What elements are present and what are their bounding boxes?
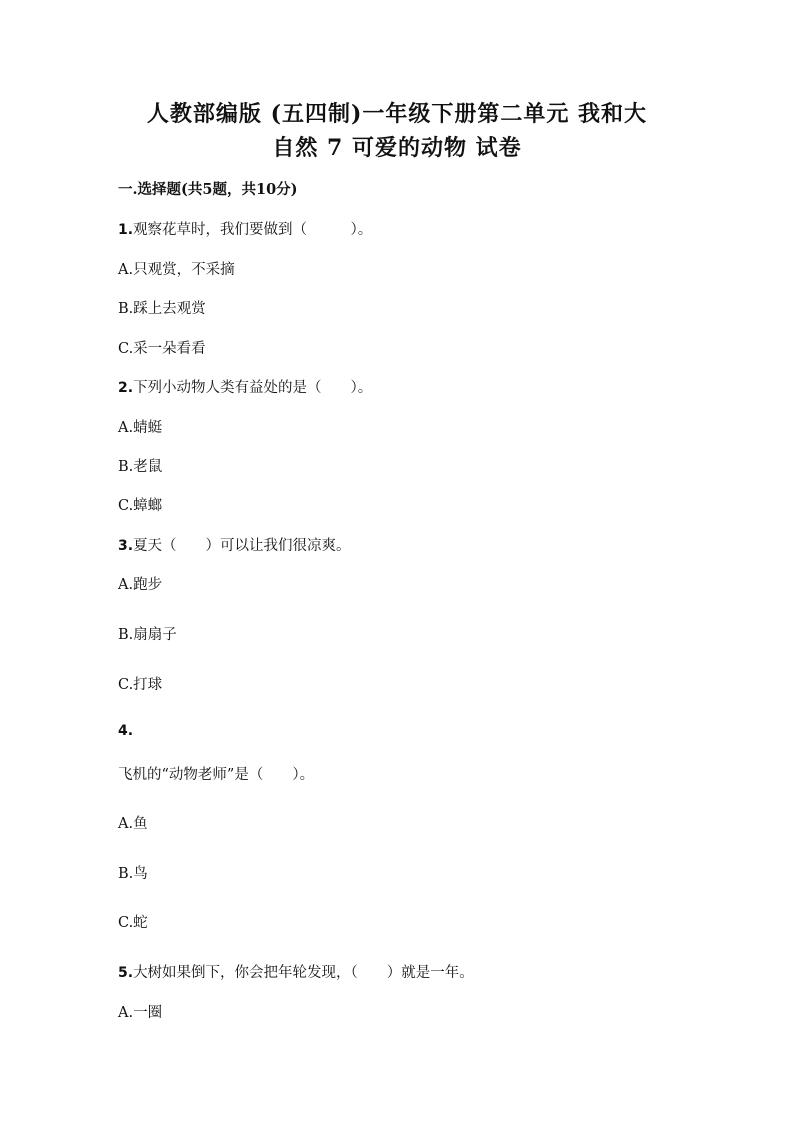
document-title-line-1: 人教部编版 (五四制)一年级下册第二单元 我和大 [146,101,648,127]
question-3-stem: 夏天（ ）可以让我们很凉爽。 [133,538,351,554]
question-3-option-a: A.跑步 [118,577,163,593]
question-2-option-a: A.蜻蜓 [118,420,163,436]
document-title-line-2: 自然 7 可爱的动物 试卷 [272,135,522,161]
question-5-option-a: A.一圈 [118,1005,163,1021]
question-1-option-b: B.踩上去观赏 [118,301,206,317]
question-1-option-c: C.采一朵看看 [118,341,206,357]
question-3-number: 3. [118,538,134,554]
question-1-stem: 观察花草时，我们要做到（ ）。 [133,222,373,238]
question-3-option-b: B.扇扇子 [118,627,177,643]
question-1-option-a: A.只观赏，不采摘 [118,262,235,278]
question-4-option-b: B.鸟 [118,866,148,882]
question-5-number: 5. [118,965,134,981]
question-5-stem: 大树如果倒下，你会把年轮发现，（ ）就是一年。 [133,965,474,981]
question-5 [118,961,474,982]
question-2-stem: 下列小动物人类有益处的是（ ）。 [133,380,373,396]
question-4-option-c: C.蛇 [118,915,148,931]
question-3-option-c: C.打球 [118,677,163,693]
question-3 [118,534,351,555]
question-1 [118,218,372,239]
question-1-number: 1. [118,222,134,238]
question-2-number: 2. [118,380,134,396]
question-2 [118,376,372,397]
section-heading: 一.选择题(共5题，共10分) [118,181,298,198]
question-4-stem: 飞机的“动物老师”是（ ）。 [118,767,315,783]
question-4-option-a: A.鱼 [118,816,148,832]
question-2-option-b: B.老鼠 [118,459,163,475]
question-2-option-c: C.蟑螂 [118,498,163,514]
question-4-number: 4. [118,723,134,739]
